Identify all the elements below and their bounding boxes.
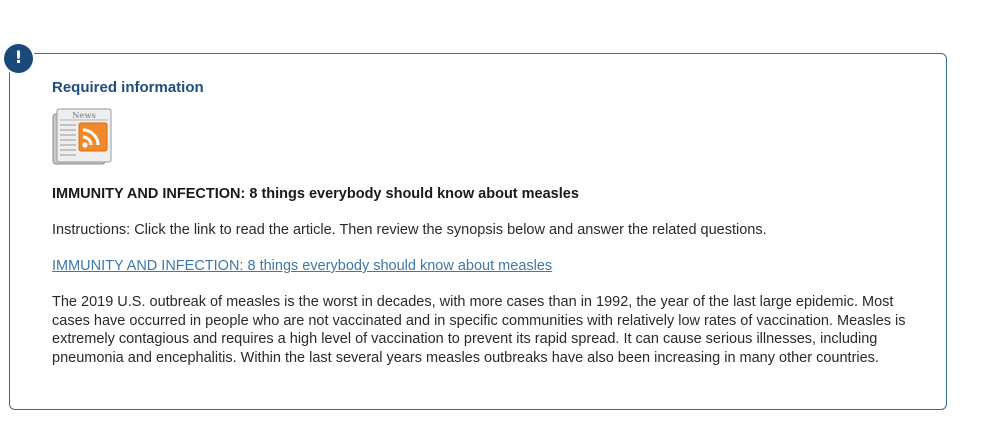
rss-newspaper-icon: [52, 108, 112, 165]
panel-content: [52, 78, 932, 367]
news-label: News: [72, 110, 96, 120]
article-heading: IMMUNITY AND INFECTION: 8 things everybody should know about measles: [52, 186, 579, 202]
alert-icon: !: [4, 44, 33, 73]
instructions-text: Instructions: Click the link to read the article. Then review the synopsis below and answer the related questions.: [52, 222, 767, 238]
panel-title: Required information: [52, 79, 204, 96]
required-information-panel: [9, 53, 947, 410]
article-link[interactable]: IMMUNITY AND INFECTION: 8 things everybody should know about measles: [52, 258, 553, 274]
article-synopsis: The 2019 U.S. outbreak of measles is the worst in decades, with more cases than in 1992, the year of the last large epidemic. Most cases have occurred in people who are not vaccinated and in specific communities with relatively low rates of vaccination. Measles is extremely contagious and requires a high level of vaccination to prevent its rapid spread. It can cause serious illnesses, including pneumonia and encephalitis. Within the last several years measles outbreaks have also been increasing in many other countries.: [52, 294, 906, 366]
